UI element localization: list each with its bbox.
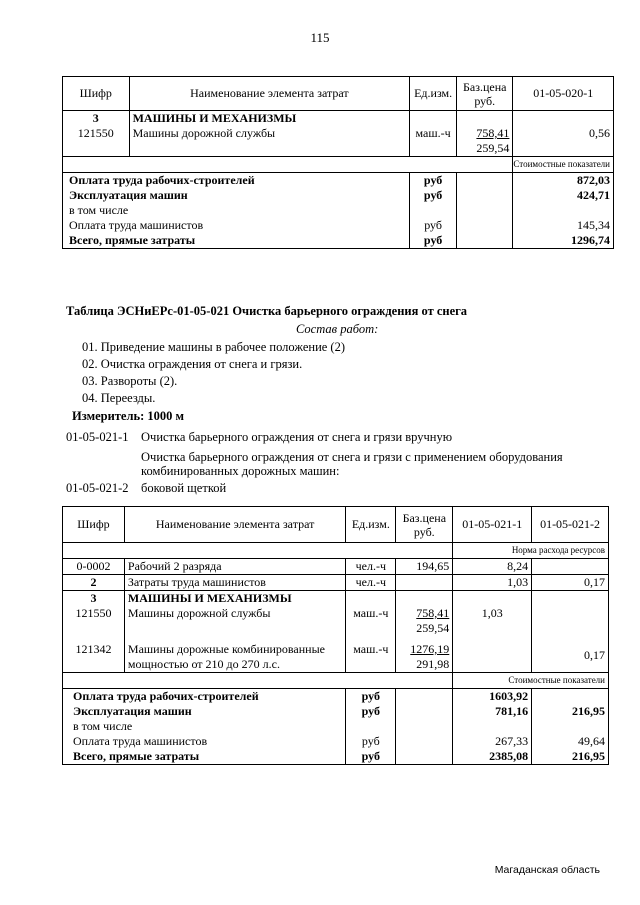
table1-cost-caption-row — [63, 157, 614, 173]
summary-unit: руб — [346, 749, 396, 765]
row-name: Рабочий 2 разряда — [124, 559, 345, 575]
row-price — [457, 126, 513, 157]
row-unit: маш.-ч — [346, 636, 396, 673]
item-text: Очистка барьерного ограждения от снега и грязи вручную — [141, 430, 453, 444]
header-code-col-2: 01-05-021-2 — [532, 507, 609, 543]
summary-name: в том числе — [63, 719, 346, 734]
table1-section-row — [63, 111, 614, 127]
summary-row-total — [63, 233, 614, 249]
summary-value-1: 2385,08 — [453, 749, 532, 765]
row-price — [396, 636, 453, 673]
row-value-2 — [532, 606, 609, 636]
header-base-price: Баз.цена руб. — [396, 507, 453, 543]
row-price — [396, 606, 453, 636]
row-code: 121550 — [63, 126, 130, 157]
header-code: Шифр — [63, 77, 130, 111]
row-price-wage: 291,98 — [416, 657, 450, 671]
summary-row — [63, 689, 609, 705]
item-text: комбинированных дорожных машин: — [141, 464, 340, 478]
summary-unit: руб — [410, 188, 457, 203]
row-unit: маш.-ч — [346, 606, 396, 636]
table2-header-row — [63, 507, 609, 543]
summary-row — [63, 734, 609, 749]
row-unit: чел.-ч — [346, 559, 396, 575]
summary-row — [63, 218, 614, 233]
row-value-1: 1,03 — [453, 606, 532, 636]
summary-row — [63, 719, 609, 734]
header-code: Шифр — [63, 507, 125, 543]
measure-unit: Измеритель: 1000 м — [72, 409, 185, 423]
cost-caption: Стоимостные показатели — [453, 673, 609, 689]
summary-row — [63, 173, 614, 189]
summary-value: 1296,74 — [513, 233, 614, 249]
summary-name: Всего, прямые затраты — [63, 749, 346, 765]
row-code: 2 — [63, 575, 125, 591]
resource-table-1 — [62, 76, 614, 249]
summary-value-2: 216,95 — [532, 704, 609, 719]
table2-section-row — [63, 591, 609, 607]
item-code: 01-05-021-1 — [66, 430, 129, 444]
table1-header-row — [63, 77, 614, 111]
table-title: Таблица ЭСНиЕРс-01-05-021 Очистка барьерного ограждения от снега — [66, 304, 468, 318]
work-step: 03. Развороты (2). — [82, 374, 178, 388]
row-code: 121550 — [63, 606, 125, 636]
section-number: 3 — [63, 111, 130, 127]
row-value-2 — [532, 559, 609, 575]
row-name-line-2: мощностью от 210 до 270 л.с. — [127, 657, 280, 671]
table1-machine-row — [63, 126, 614, 157]
row-unit: маш.-ч — [410, 126, 457, 157]
row-unit: чел.-ч — [346, 575, 396, 591]
summary-value-1: 267,33 — [453, 734, 532, 749]
cost-caption-row — [63, 673, 609, 689]
item-text: боковой щеткой — [141, 481, 227, 495]
summary-value-1: 781,16 — [453, 704, 532, 719]
row-code: 0-0002 — [63, 559, 125, 575]
summary-name: Эксплуатация машин — [63, 188, 410, 203]
summary-unit: руб — [410, 173, 457, 189]
summary-unit: руб — [346, 734, 396, 749]
summary-row — [63, 188, 614, 203]
summary-value-2 — [532, 689, 609, 705]
machine-row — [63, 606, 609, 636]
header-base-price: Баз.цена руб. — [457, 77, 513, 111]
header-unit: Ед.изм. — [410, 77, 457, 111]
summary-unit: руб — [410, 233, 457, 249]
summary-row — [63, 704, 609, 719]
section-title: МАШИНЫ И МЕХАНИЗМЫ — [129, 111, 410, 127]
item-code: 01-05-021-2 — [66, 481, 129, 495]
row-price-base: 1276,19 — [410, 642, 450, 656]
row-price-wage: 259,54 — [416, 621, 450, 635]
summary-value-1: 1603,92 — [453, 689, 532, 705]
resource-row — [63, 559, 609, 575]
summary-name: Оплата труда рабочих-строителей — [63, 689, 346, 705]
cost-caption: Стоимостные показатели — [513, 157, 614, 173]
summary-name: Всего, прямые затраты — [63, 233, 410, 249]
summary-unit: руб — [346, 704, 396, 719]
row-value-1: 8,24 — [453, 559, 532, 575]
summary-name: Эксплуатация машин — [63, 704, 346, 719]
summary-name: Оплата труда рабочих-строителей — [63, 173, 410, 189]
header-name: Наименование элемента затрат — [129, 77, 410, 111]
page-number: 115 — [310, 30, 330, 45]
header-unit: Ед.изм. — [346, 507, 396, 543]
resource-row — [63, 575, 609, 591]
composition-label: Состав работ: — [296, 322, 379, 336]
row-price-base: 758,41 — [476, 126, 510, 140]
work-step: 04. Переезды. — [82, 391, 156, 405]
summary-name: в том числе — [63, 203, 410, 218]
summary-unit: руб — [346, 689, 396, 705]
row-name: Машины дорожной службы — [124, 606, 345, 636]
summary-value-2: 216,95 — [532, 749, 609, 765]
summary-name: Оплата труда машинистов — [63, 218, 410, 233]
row-value-2: 0,17 — [532, 636, 609, 673]
summary-unit: руб — [410, 218, 457, 233]
summary-value: 872,03 — [513, 173, 614, 189]
row-value-2: 0,17 — [532, 575, 609, 591]
work-step: 01. Приведение машины в рабочее положение (2) — [82, 340, 346, 354]
summary-value-2: 49,64 — [532, 734, 609, 749]
item-text: Очистка барьерного ограждения от снега и грязи с применением оборудования — [141, 450, 563, 464]
row-code: 121342 — [63, 636, 125, 673]
summary-row-total — [63, 749, 609, 765]
row-price-base: 758,41 — [416, 606, 450, 620]
summary-value: 424,71 — [513, 188, 614, 203]
norm-caption: Норма расхода ресурсов — [453, 543, 609, 559]
header-code-col: 01-05-020-1 — [513, 77, 614, 111]
row-name — [124, 636, 345, 673]
work-step: 02. Очистка ограждения от снега и грязи. — [82, 357, 303, 371]
row-name: Машины дорожной службы — [129, 126, 410, 157]
norm-caption-row — [63, 543, 609, 559]
section-title: МАШИНЫ И МЕХАНИЗМЫ — [124, 591, 345, 607]
row-name: Затраты труда машинистов — [124, 575, 345, 591]
header-code-col-1: 01-05-021-1 — [453, 507, 532, 543]
machine-row — [63, 636, 609, 673]
row-value-1 — [453, 636, 532, 673]
summary-name: Оплата труда машинистов — [63, 734, 346, 749]
section-number: 3 — [63, 591, 125, 607]
row-name-line-1: Машины дорожные комбинированные — [127, 642, 325, 656]
summary-value: 145,34 — [513, 218, 614, 233]
row-value: 0,56 — [513, 126, 614, 157]
row-price-wage: 259,54 — [476, 141, 510, 155]
resource-table-2 — [62, 506, 609, 765]
row-price: 194,65 — [396, 559, 453, 575]
row-value-1: 1,03 — [453, 575, 532, 591]
header-name: Наименование элемента затрат — [124, 507, 345, 543]
region-footer: Магаданская область — [494, 864, 600, 876]
summary-row — [63, 203, 614, 218]
row-price — [396, 575, 453, 591]
